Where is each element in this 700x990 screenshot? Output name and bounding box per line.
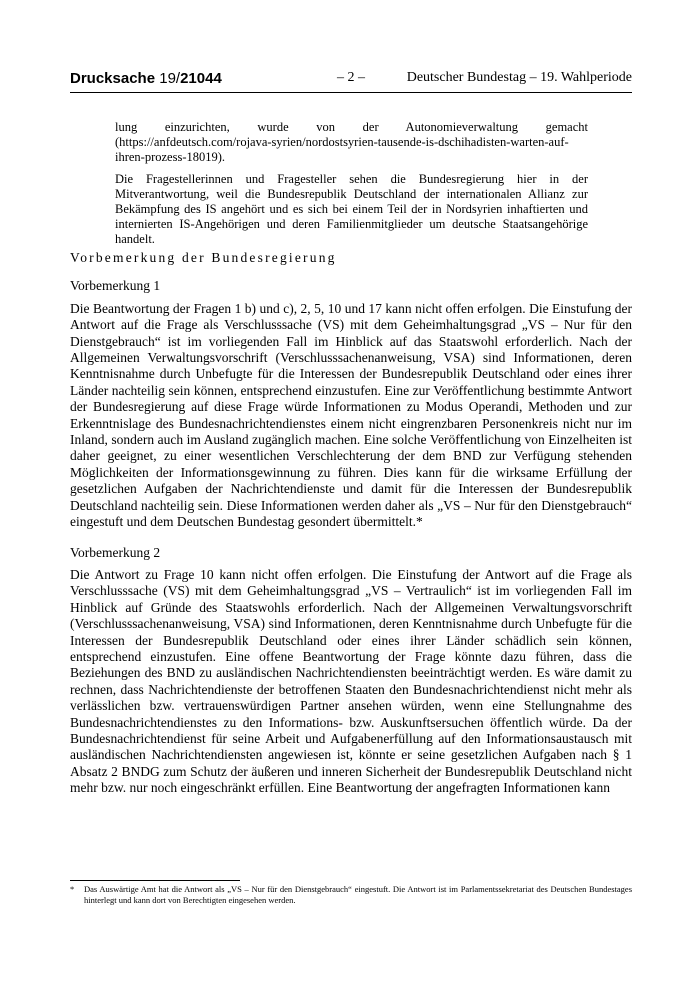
body-paragraph: Die Antwort zu Frage 10 kann nicht offen erfolgen. Die Einstufung der Antwort auf die Frage als Verschlusssache (VS) mit dem Geheimhaltungsgrad „VS – Vertraulich“ ist im vorliegenden Fall im Hinblick auf Gründe des Staatswohls erforderlich. Nach der Allgemeinen Verwaltungsvorschrift (Verschlusssachenanweisung, VSA) sind Informationen, deren Kenntnisnahme durch Unbefugte für die Interessen der Bundesrepublik Deutschland oder eines ihrer Länder schädlich sein können, entsprechend einzustufen. Eine offene Beantwortung der Frage könnte dazu führen, dass die Beziehungen des BND zu ausländischen Nachrichtendiensten beeinträchtigt werden. Es wäre damit zu rechnen, dass Nachrichtendienste der betroffenen Staaten den Bundesnachrichtendienst nicht mehr als verlässlichen bzw. vertrauenswürdigen Partner ansehen würden, wenn eine Stellungnahme des Bundesnachrichtendienstes zu den Informations- bzw. Auskunftsersuchen öffentlich würde. Da der Bundesnachrichtendienst für seine Arbeit und Aufgabenerfüllung auf den Informationsaustausch mit ausländischen Nachrichtendiensten angewiesen ist, könnte er seine gesetzlichen Aufgaben nach § 1 Absatz 2 BNDG zum Schutz der äußeren und inneren Sicherheit der Bundesrepublik Deutschland nicht mehr bzw. nur noch eingeschränkt erfüllen. Eine Beantwortung der angefragten Informationen kann: [70, 566, 632, 796]
section-heading: Vorbemerkung der Bundesregierung: [70, 250, 337, 265]
doc-number-prefix: 19/: [159, 70, 181, 87]
main-body: [70, 250, 632, 797]
quote-paragraph: Die Fragestellerinnen und Fragesteller sehen die Bundesregierung hier in der Mitverantwortung, weil die Bundesrepublik Deutschland der internationalen Allianz zur Bekämpfung des IS angehört und es sich bei einem Teil der in Nordsyrien inhaftierten und internierten IS-Angehörigen und deren Familienmitglieder um deutsche Staatsangehörige handelt.: [115, 172, 588, 246]
doc-label: Drucksache: [70, 70, 156, 87]
header-divider: [70, 92, 632, 93]
footnote-marker: *: [70, 884, 75, 894]
footnote: [70, 884, 632, 906]
publisher-label: Deutscher Bundestag – 19. Wahlperiode: [406, 70, 632, 85]
page-header: [70, 70, 632, 90]
footnote-divider: [70, 880, 240, 881]
page-number: – 2 –: [337, 70, 365, 85]
doc-number: 21044: [180, 70, 222, 87]
quoted-question-text: [115, 120, 588, 254]
subheading-vorbemerkung-1: Vorbemerkung 1: [70, 278, 161, 294]
footnote-text: Das Auswärtige Amt hat die Antwort als „VS – Nur für den Dienstgebrauch“ eingestuft. Die Antwort ist im Parlamentssekretariat des Deutschen Bundestages hinterlegt und kann dort von Berechtigten eingesehen werden.: [84, 884, 632, 905]
subheading-vorbemerkung-2: Vorbemerkung 2: [70, 544, 161, 560]
quote-paragraph: lung einzurichten, wurde von der Autonomieverwaltung gemacht (https://anfdeutsch.com/rojava-syrien/nordostsyrien-tausende-is-dschihadisten-warten-auf-ihren-prozess-18019).: [115, 120, 588, 164]
body-paragraph: Die Beantwortung der Fragen 1 b) und c), 2, 5, 10 und 17 kann nicht offen erfolgen. Die Einstufung der Antwort auf die Frage als Verschlusssache (VS) mit dem Geheimhaltungsgrad „VS – Nur für den Dienstgebrauch“ ist im vorliegenden Fall im Hinblick auf das Staatswohl erforderlich. Nach der Allgemeinen Verwaltungsvorschrift (Verschlusssachenanweisung, VSA) sind Informationen, deren Kenntnisnahme durch Unbefugte für die Interessen der Bundesrepublik Deutschland oder eines ihrer Länder nachteilig sein können, entsprechend einzustufen. Eine zur Veröffentlichung bestimmte Antwort der Bundesregierung auf diese Frage würde Informationen zu Modus Operandi, Methoden und zur Erkenntnislage des Bundesnachrichtendienstes einem nicht eingrenzbaren Personenkreis nicht nur im Inland, sondern auch im Ausland zugänglich machen. Eine solche Veröffentlichung von Einzelheiten ist daher geeignet, zu einer wesentlichen Verschlechterung der dem BND zur Verfügung stehenden Möglichkeiten der Informationsgewinnung zu führen. Dies kann für die wirksame Erfüllung der gesetzlichen Aufgaben der Nachrichtendienste und damit für die Interessen der Bundesrepublik Deutschland nachteilig sein. Diese Informationen werden daher als „VS – Nur für den Dienstgebrauch“ eingestuft und dem Deutschen Bundestag gesondert übermittelt.*: [70, 300, 632, 530]
